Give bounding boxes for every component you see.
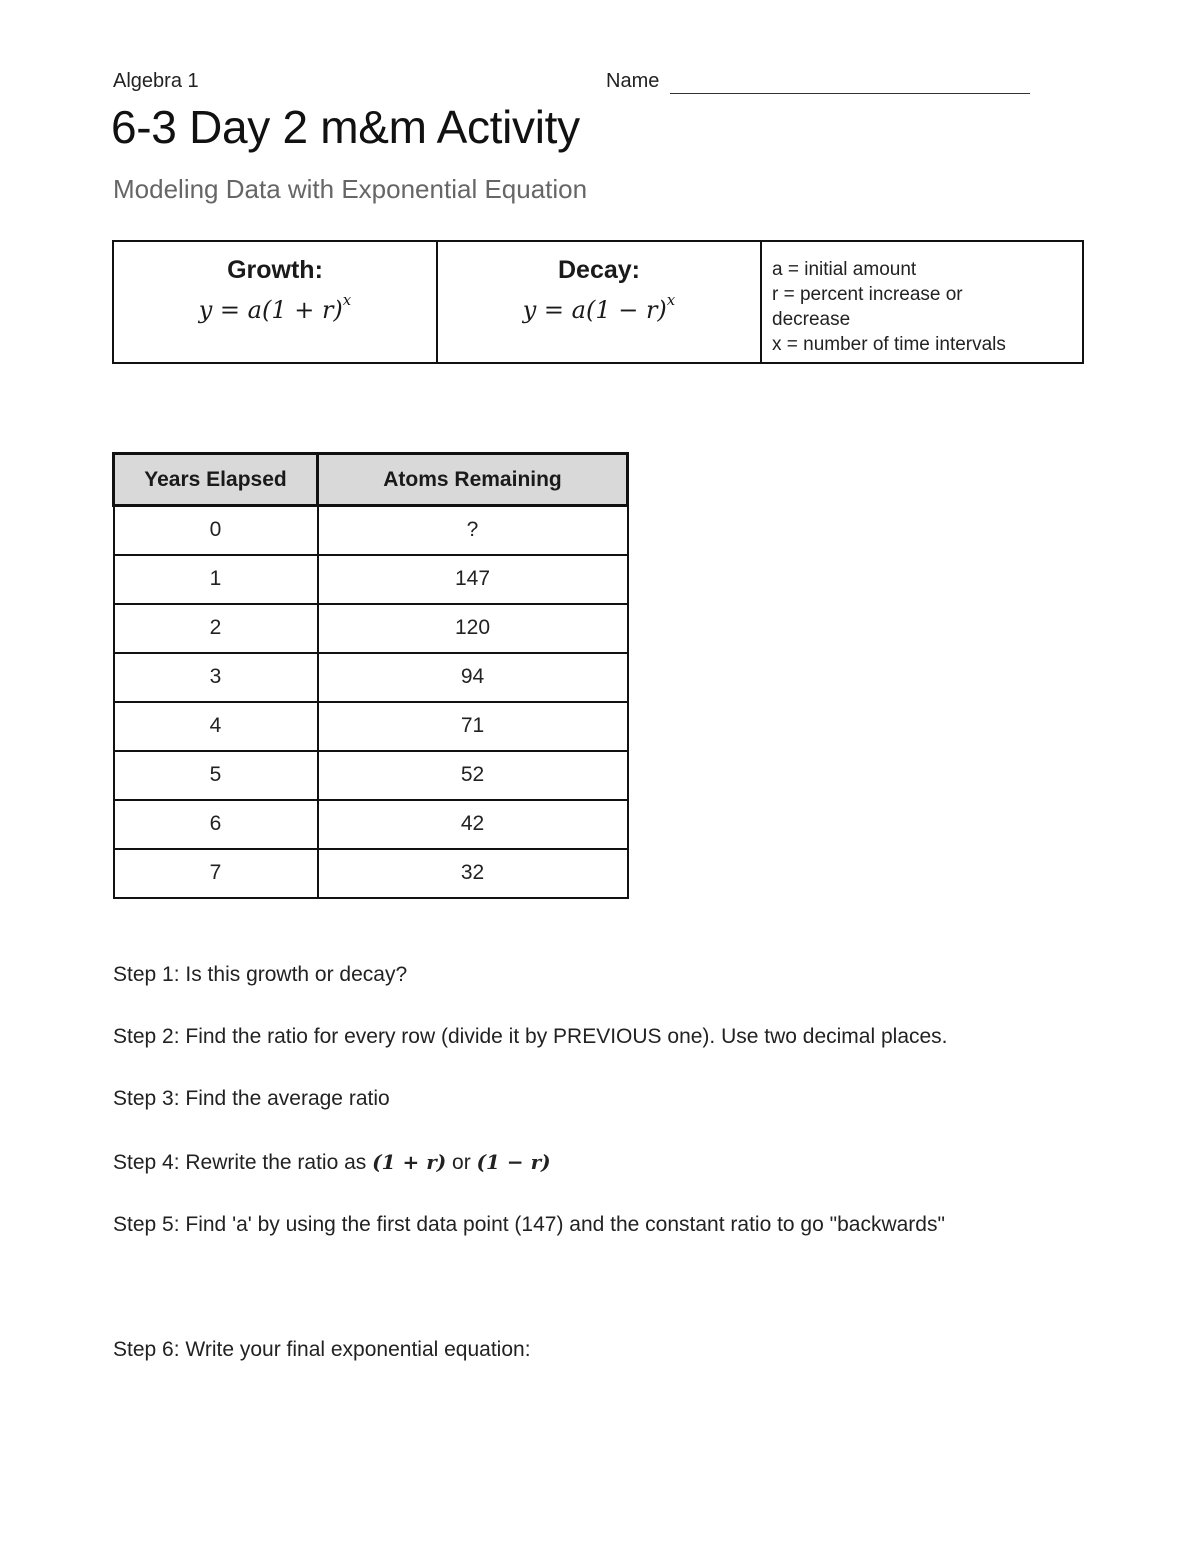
table-row <box>114 506 628 555</box>
cell-atoms: 120 <box>318 604 628 653</box>
step-4-growth-expr: (1 + r) <box>372 1150 447 1174</box>
cell-atoms: 42 <box>318 800 628 849</box>
table-row <box>114 702 628 751</box>
step-4-or: or <box>446 1151 477 1174</box>
table-header-row <box>114 454 628 506</box>
cell-atoms: 32 <box>318 849 628 898</box>
step-6: Step 6: Write your final exponential equation: <box>113 1338 531 1361</box>
header-years-elapsed: Years Elapsed <box>114 454 318 506</box>
step-4-decay-expr: (1 − r) <box>476 1150 551 1174</box>
decay-formula <box>438 291 760 324</box>
data-table <box>112 452 629 899</box>
growth-label: Growth: <box>227 256 323 284</box>
cell-years: 5 <box>114 751 318 800</box>
cell-atoms: ? <box>318 506 628 555</box>
cell-years: 3 <box>114 653 318 702</box>
growth-cell <box>114 242 438 362</box>
cell-years: 6 <box>114 800 318 849</box>
table-row <box>114 555 628 604</box>
step-4-text: Step 4: Rewrite the ratio as <box>113 1151 373 1174</box>
step-5: Step 5: Find 'a' by using the first data point (147) and the constant ratio to go "backwards" <box>113 1213 945 1236</box>
decay-exponent: x <box>666 291 676 309</box>
cell-years: 0 <box>114 506 318 555</box>
step-1: Step 1: Is this growth or decay? <box>113 963 408 986</box>
name-blank-line[interactable] <box>670 93 1030 94</box>
cell-atoms: 52 <box>318 751 628 800</box>
name-label: Name <box>606 70 660 92</box>
cell-years: 1 <box>114 555 318 604</box>
step-3: Step 3: Find the average ratio <box>113 1087 390 1110</box>
definition-r-cont: decrease <box>772 309 851 330</box>
definition-x: x = number of time intervals <box>772 334 1006 355</box>
growth-formula <box>114 291 436 324</box>
decay-expr: y = a(1 − r) <box>522 296 667 324</box>
table-row <box>114 800 628 849</box>
formula-box <box>112 240 1084 364</box>
cell-atoms: 94 <box>318 653 628 702</box>
page-subtitle: Modeling Data with Exponential Equation <box>113 174 588 204</box>
step-4 <box>113 1150 551 1175</box>
definition-r: r = percent increase or <box>772 284 963 305</box>
cell-atoms: 71 <box>318 702 628 751</box>
table-row <box>114 751 628 800</box>
decay-cell <box>438 242 762 362</box>
table-row <box>114 849 628 898</box>
step-2: Step 2: Find the ratio for every row (divide it by PREVIOUS one). Use two decimal places. <box>113 1025 948 1048</box>
cell-years: 7 <box>114 849 318 898</box>
cell-atoms: 147 <box>318 555 628 604</box>
decay-label: Decay: <box>558 256 640 284</box>
table-row <box>114 604 628 653</box>
definition-a: a = initial amount <box>772 259 917 280</box>
page-title: 6-3 Day 2 m&m Activity <box>111 101 580 153</box>
definitions-cell <box>762 242 1082 362</box>
cell-years: 4 <box>114 702 318 751</box>
growth-exponent: x <box>342 291 352 309</box>
table-row <box>114 653 628 702</box>
course-label: Algebra 1 <box>113 70 199 92</box>
header-atoms-remaining: Atoms Remaining <box>318 454 628 506</box>
cell-years: 2 <box>114 604 318 653</box>
growth-expr: y = a(1 + r) <box>198 296 343 324</box>
